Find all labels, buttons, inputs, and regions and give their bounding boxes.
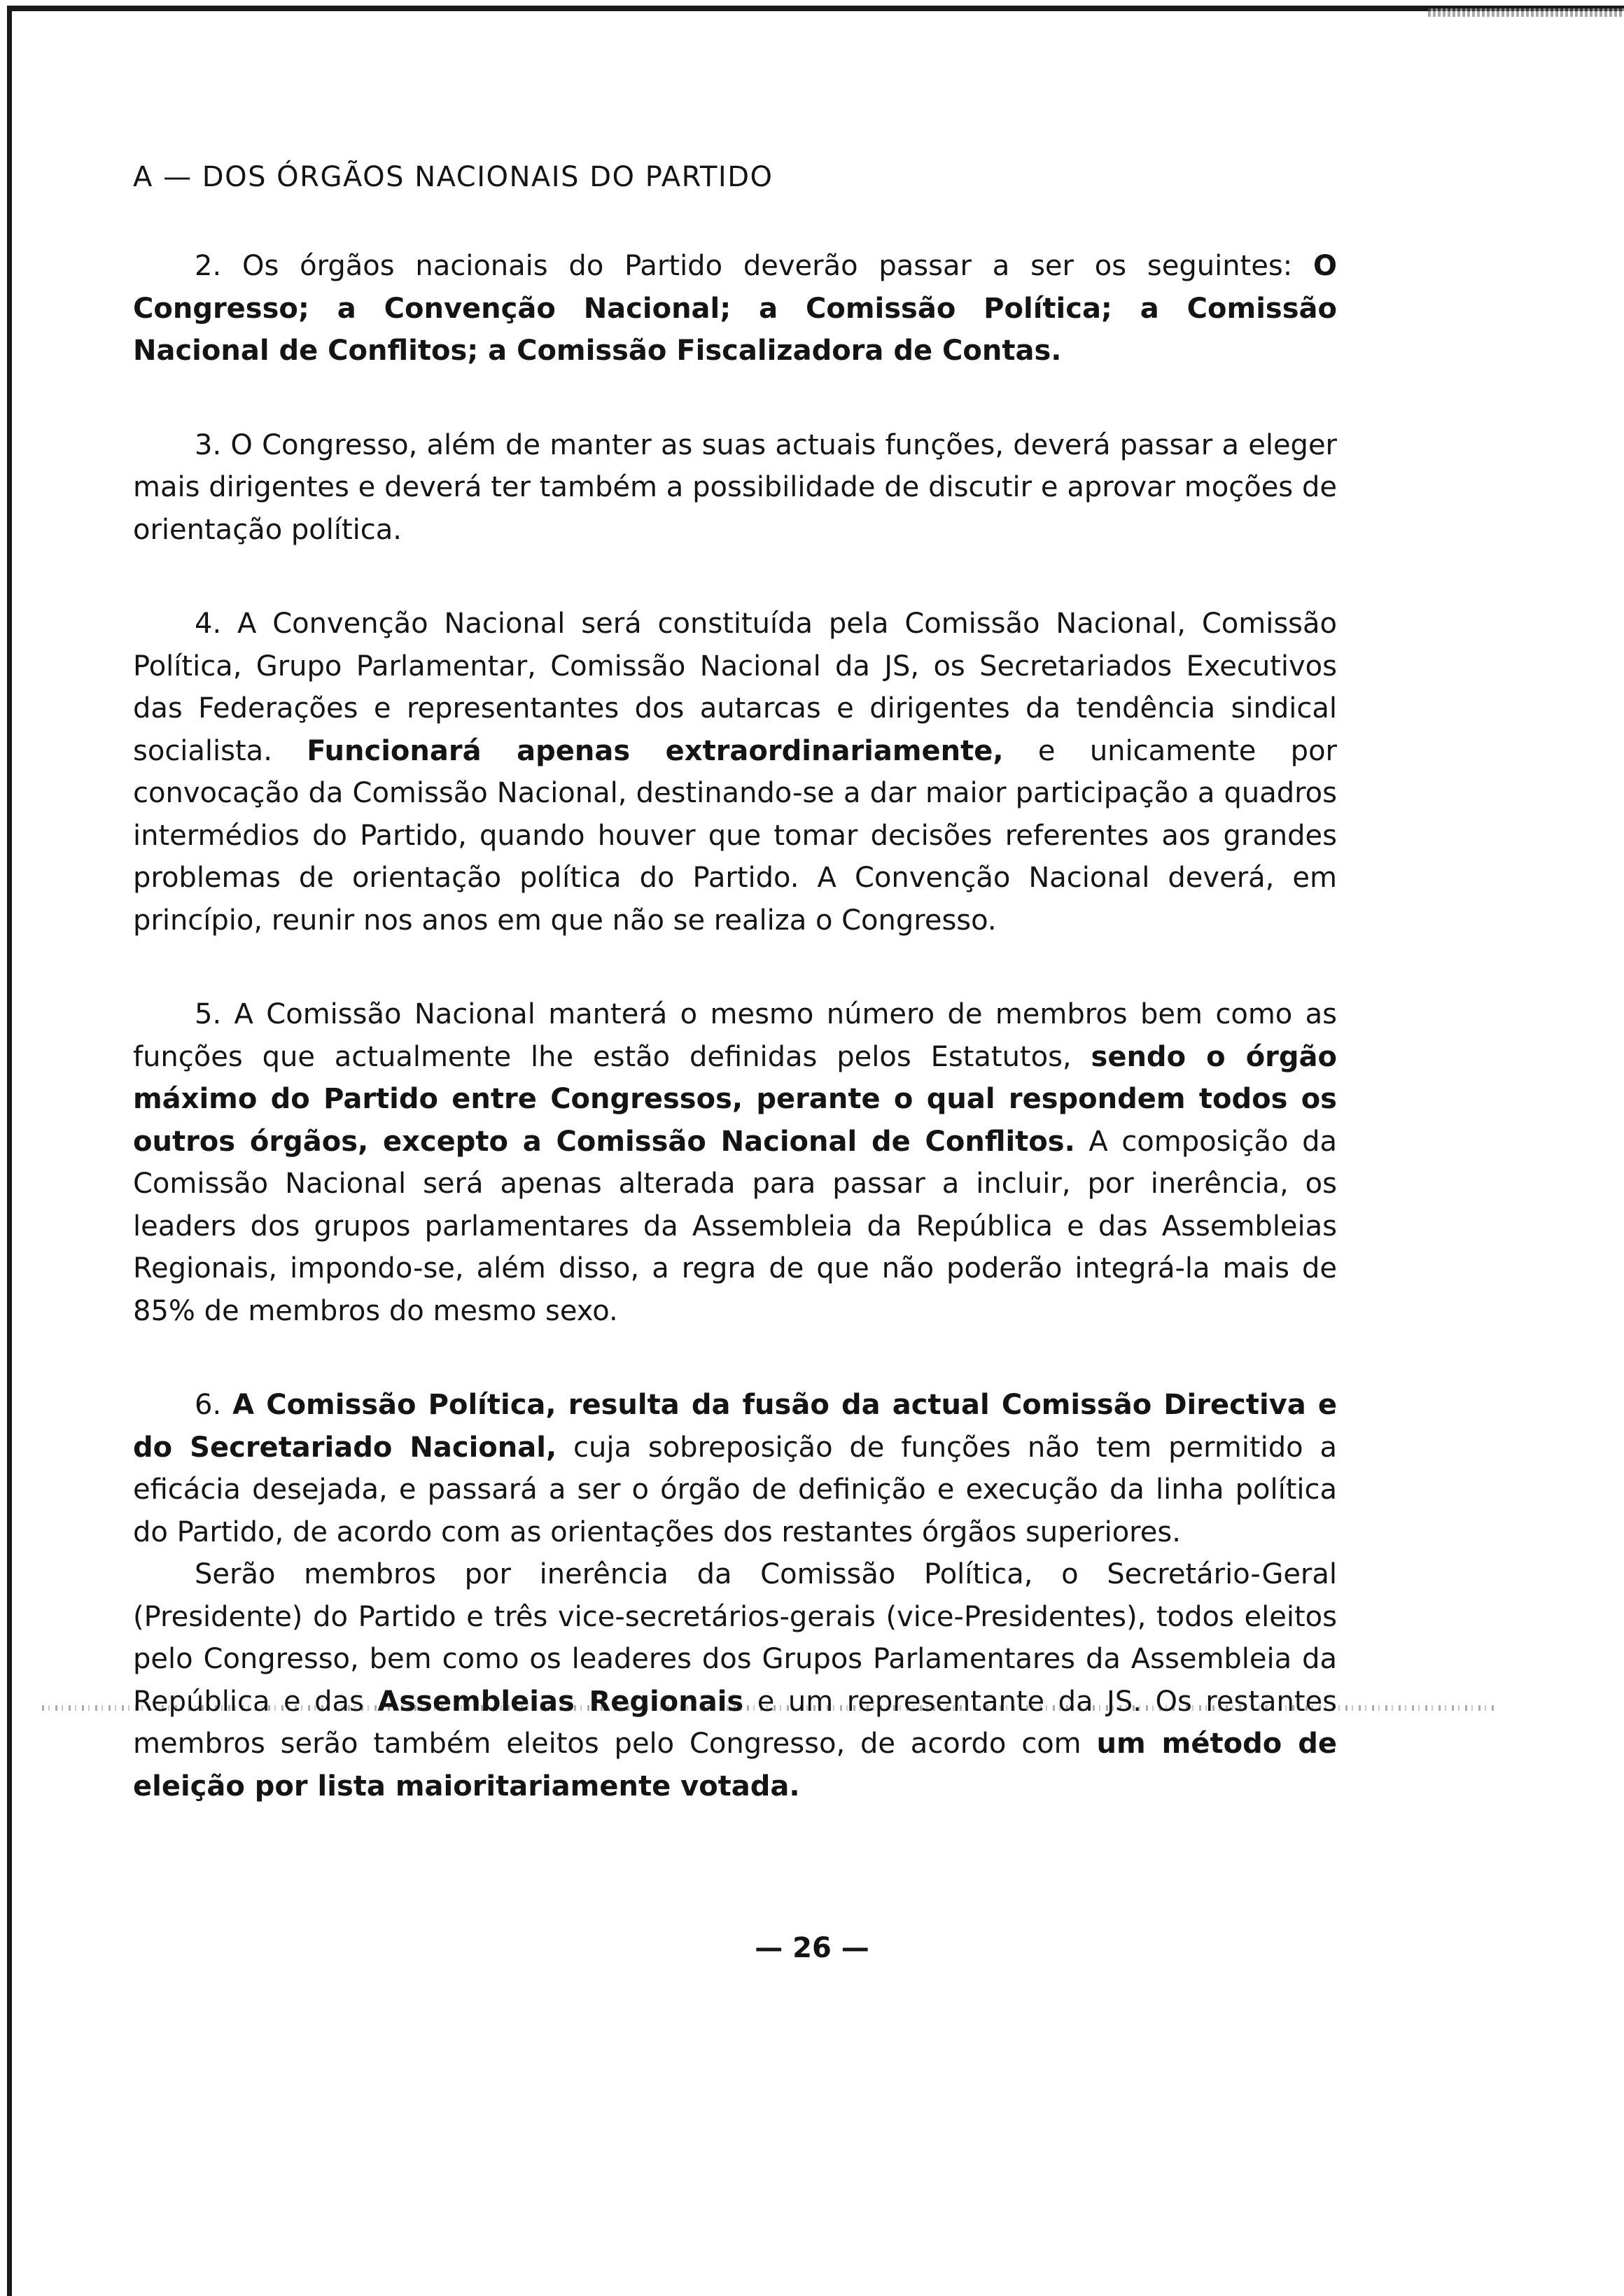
text-segment: Serão membros por inerência da Comissão Política, o Secretário-Geral (Presidente) do Partido e três vice-secretários-gerais (vice-Presidentes), todos eleitos pelo Congresso, bem como os leaderes dos Grupos Parlamentares da Assembleia da República e das xyxy=(133,1558,1337,1718)
paragraph-2 xyxy=(133,245,1337,372)
page-number: — 26 — xyxy=(755,1932,869,1964)
paragraph-6-continued xyxy=(133,1553,1337,1807)
bold-text-segment: sendo o órgão máximo do Partido entre Congressos, perante o qual respondem todos os outros órgãos, excepto a Comissão Nacional de Conflitos. xyxy=(133,1040,1338,1158)
bold-text-segment: um método de eleição por lista maioritariamente votada. xyxy=(133,1728,1337,1802)
bold-text-segment: Funcionará apenas extraordinariamente, xyxy=(307,734,1004,767)
text-segment: e um representante da JS. Os restantes membros serão também eleitos pelo Congresso, de acordo com xyxy=(133,1685,1337,1760)
paragraph-5 xyxy=(133,993,1337,1332)
text-segment: 4. A Convenção Nacional será constituída pela Comissão Nacional, Comissão Política, Grupo Parlamentar, Comissão Nacional da JS, os Secretariados Executivos das Federações e representantes dos autarcas e dirigentes da tendência sindical socialista. xyxy=(133,608,1337,767)
paragraph-3 xyxy=(133,424,1337,552)
section-heading: A — DOS ÓRGÃOS NACIONAIS DO PARTIDO xyxy=(133,161,774,193)
text-segment: 3. O Congresso, além de manter as suas actuais funções, deverá passar a eleger mais dirigentes e deverá ter também a possibilidade de discutir e aprovar moções de orientação política. xyxy=(133,428,1337,546)
scan-noise-top-right xyxy=(1428,8,1624,17)
bold-text-segment: Assembleias Regionais xyxy=(377,1685,744,1718)
paragraph-6 xyxy=(133,1384,1337,1553)
scan-border-top xyxy=(10,6,1624,11)
bold-text-segment: A Comissão Política, resulta da fusão da actual Comissão Directiva e do Secretariado Nacional, xyxy=(133,1389,1337,1464)
bold-text-segment: O Congresso; a Convenção Nacional; a Comissão Política; a Comissão Nacional de Conflitos; a Comissão Fiscalizadora de Contas. xyxy=(133,250,1337,367)
document-page xyxy=(133,161,1337,1859)
text-segment: cuja sobreposição de funções não tem permitido a eficácia desejada, e passará a ser o órgão de definição e execução da linha política do Partido, de acordo com as orientações dos restantes órgãos superiores. xyxy=(133,1431,1337,1548)
text-segment: 6. xyxy=(195,1389,233,1421)
text-segment: A composição da Comissão Nacional será apenas alterada para passar a incluir, por inerência, os leaders dos grupos parlamentares da Assembleia da República e das Assembleias Regionais, impondo-se, além disso, a regra de que não poderão integrá-la mais de 85% de membros do mesmo sexo. xyxy=(133,1125,1337,1327)
text-segment: 2. Os órgãos nacionais do Partido deverão passar a ser os seguintes: xyxy=(195,250,1313,282)
text-segment: e unicamente por convocação da Comissão Nacional, destinando-se a dar maior participação a quadros intermédios do Partido, quando houver que tomar decisões referentes aos grandes problemas de orientação política do Partido. A Convenção Nacional deverá, em princípio, reunir nos anos em que não se realiza o Congresso. xyxy=(133,734,1337,937)
paragraph-4 xyxy=(133,603,1337,941)
text-segment: 5. A Comissão Nacional manterá o mesmo número de membros bem como as funções que actualmente lhe estão definidas pelos Estatutos, xyxy=(133,998,1337,1073)
